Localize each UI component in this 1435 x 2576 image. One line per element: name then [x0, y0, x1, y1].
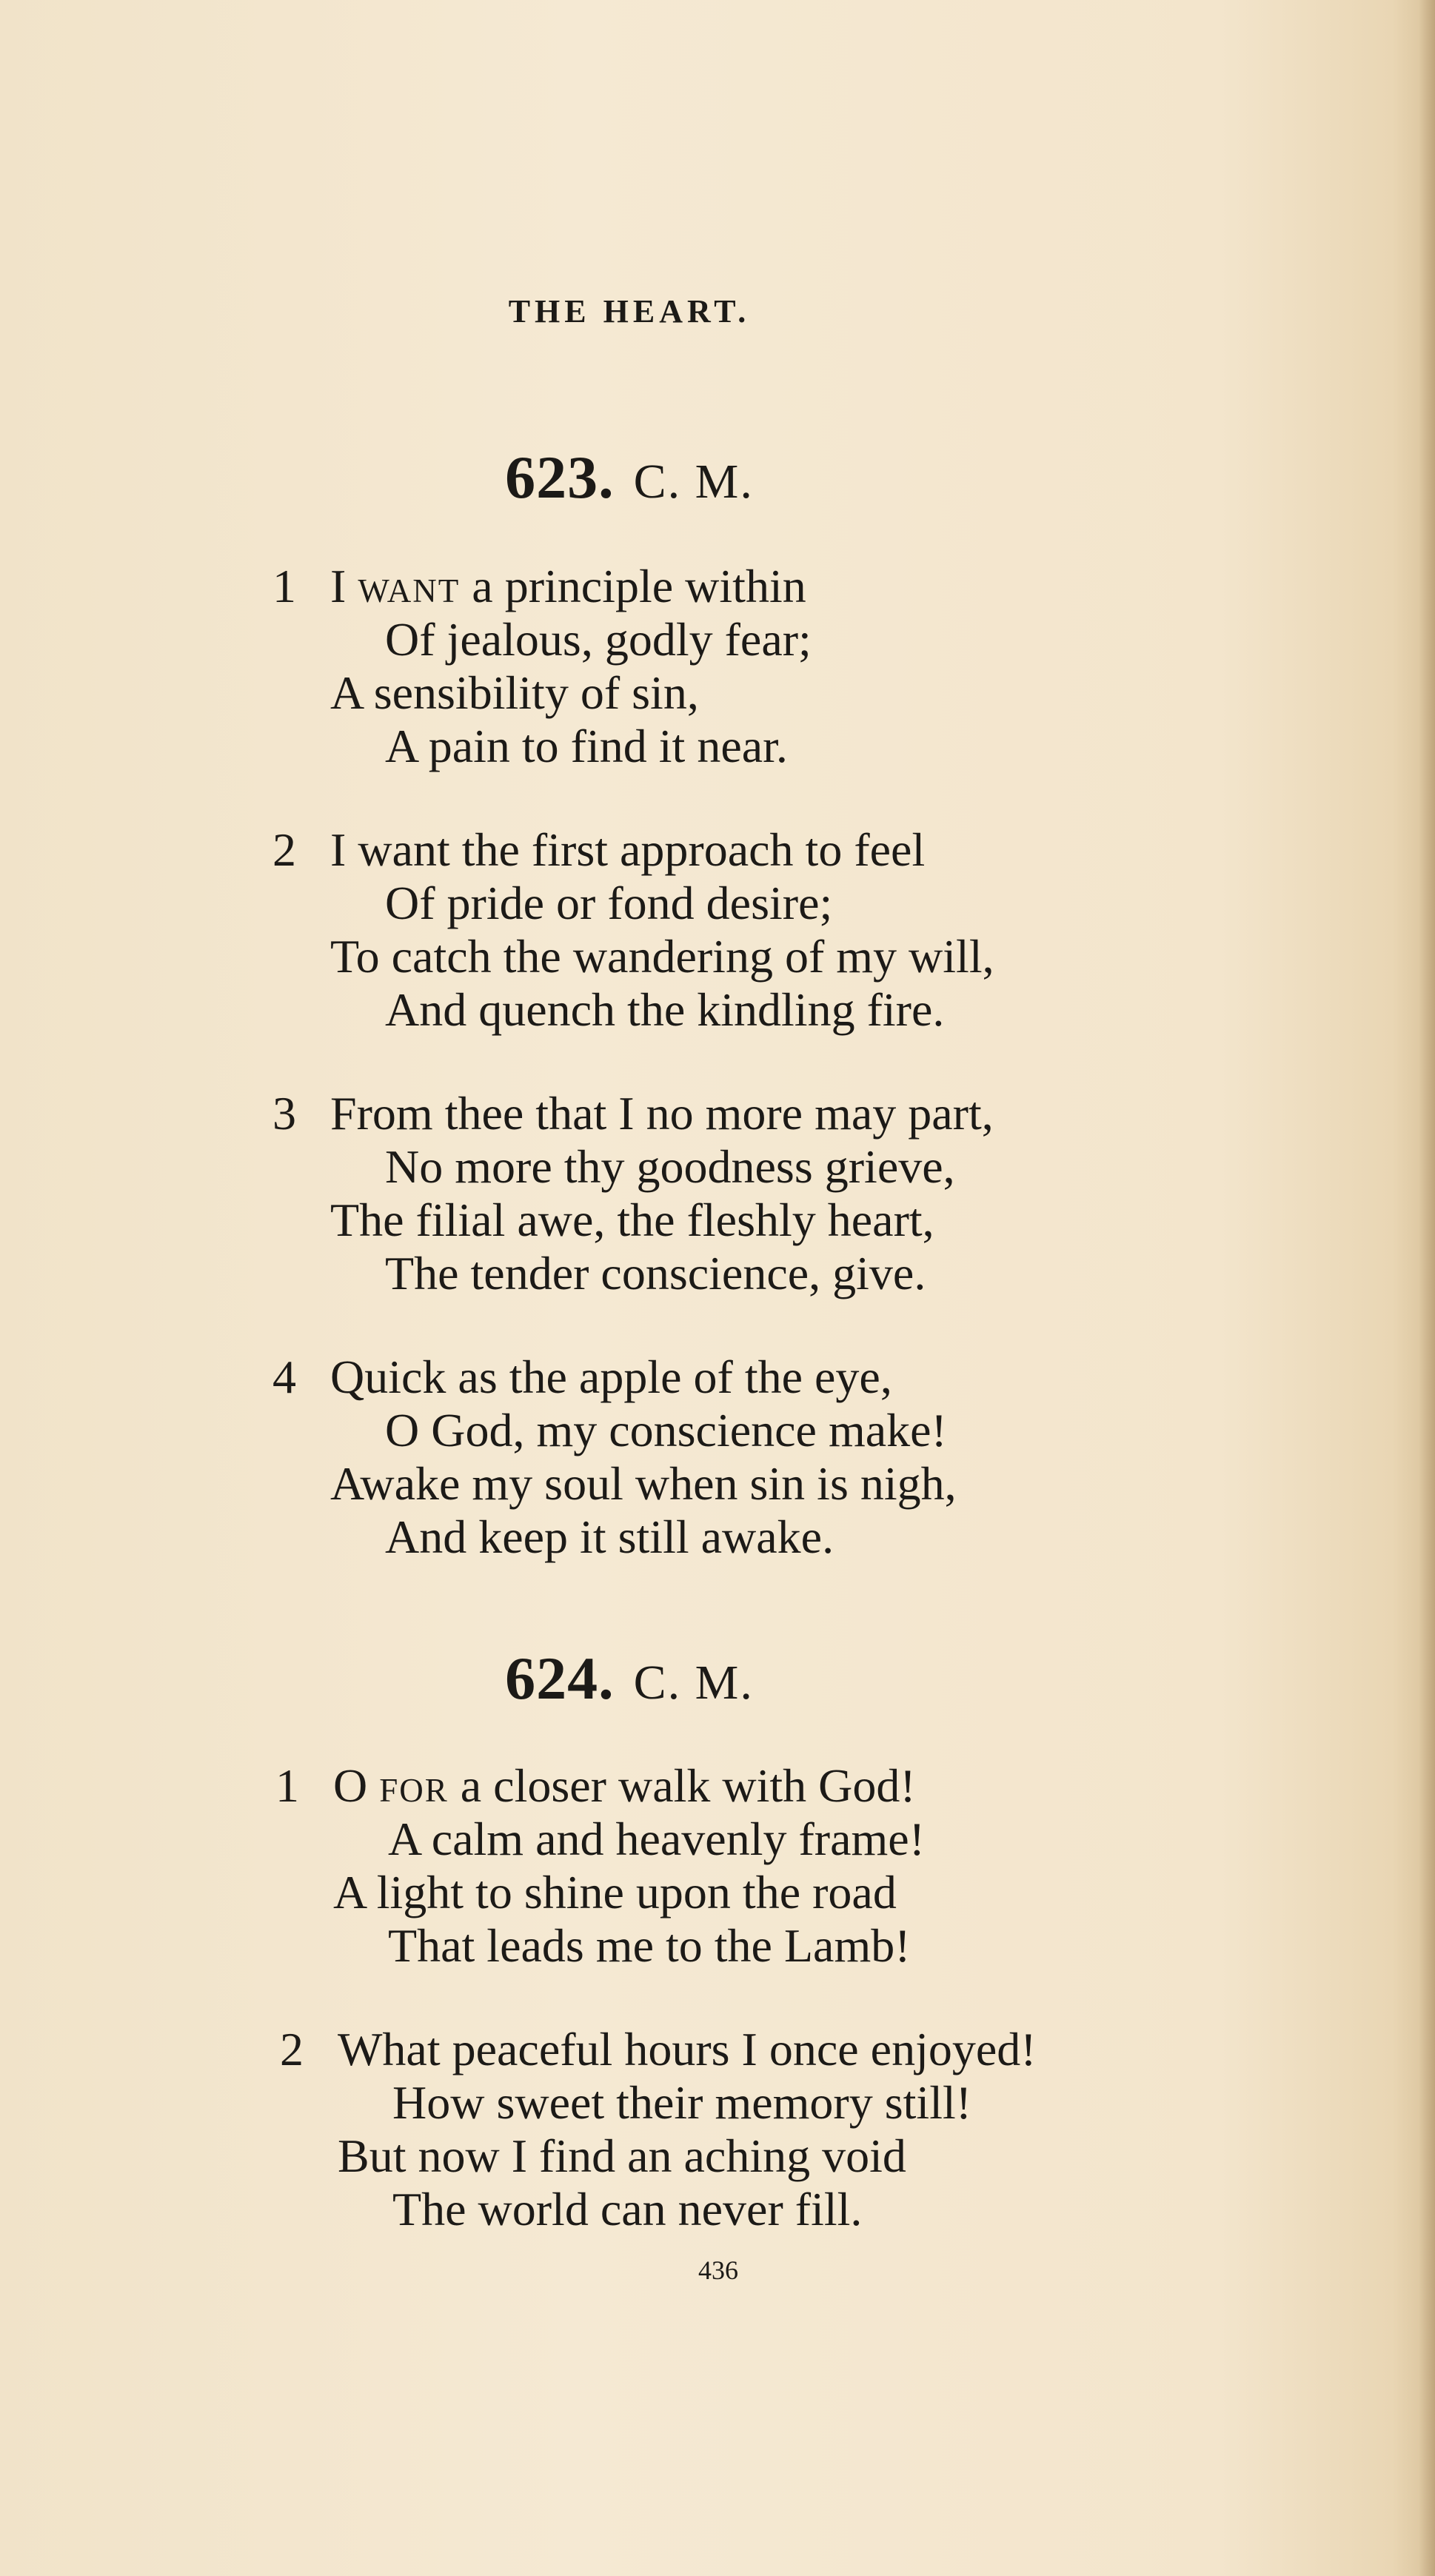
- hymn-line: [333, 1759, 916, 1813]
- hymn-number: 624.: [505, 1645, 615, 1712]
- hymn-line: To catch the wandering of my will,: [330, 930, 994, 983]
- hymn-line: The world can never fill.: [392, 2183, 863, 2235]
- line-smallcaps: want: [358, 560, 461, 612]
- page-number: 436: [698, 2255, 738, 2285]
- hymn-line: Of jealous, godly fear;: [385, 613, 812, 666]
- verse-number: 1: [275, 1759, 299, 1812]
- hymn-line: I want the first approach to feel: [330, 823, 926, 876]
- hymn-line: From thee that I no more may part,: [330, 1087, 994, 1140]
- hymn-line: Of pride or fond desire;: [385, 877, 833, 929]
- hymn-line: That leads me to the Lamb!: [388, 1919, 911, 1972]
- hymn-line: The tender conscience, give.: [385, 1247, 926, 1299]
- verse-number: 2: [280, 2023, 304, 2075]
- hymn-line: And quench the kindling fire.: [385, 983, 945, 1036]
- hymn-line: A calm and heavenly frame!: [388, 1813, 925, 1865]
- line-rest: a closer walk with God!: [448, 1759, 916, 1812]
- hymn-line: A light to shine upon the road: [333, 1866, 897, 1918]
- page-edge-shadow: [1419, 0, 1435, 2576]
- hymn-623-heading: [0, 443, 1259, 512]
- verse-number: 4: [272, 1351, 296, 1403]
- line-lead: O: [333, 1759, 368, 1812]
- line-rest: a principle within: [460, 560, 806, 612]
- hymn-line: But now I find an aching void: [338, 2130, 906, 2182]
- verse-number: 1: [272, 560, 296, 612]
- hymn-line: No more thy goodness grieve,: [385, 1140, 955, 1193]
- hymn-meter: C. M.: [633, 1656, 754, 1710]
- hymn-line: O God, my conscience make!: [385, 1404, 947, 1456]
- hymn-line: The filial awe, the fleshly heart,: [330, 1194, 934, 1246]
- hymn-line: And keep it still awake.: [385, 1511, 834, 1563]
- hymn-line: [330, 560, 806, 613]
- verse-number: 2: [272, 823, 296, 876]
- hymn-line: Awake my soul when sin is nigh,: [330, 1457, 957, 1510]
- line-lead: I: [330, 560, 347, 612]
- hymn-line: A pain to find it near.: [385, 720, 788, 772]
- running-head: THE HEART.: [508, 293, 751, 329]
- verse-number: 3: [272, 1087, 296, 1140]
- hymn-line: A sensibility of sin,: [330, 666, 699, 719]
- hymn-meter: C. M.: [633, 455, 754, 509]
- hymn-line: Quick as the apple of the eye,: [330, 1351, 892, 1403]
- hymn-624-heading: [0, 1644, 1259, 1713]
- line-smallcaps: for: [379, 1759, 449, 1812]
- hymn-line: How sweet their memory still!: [392, 2076, 972, 2129]
- hymn-number: 623.: [505, 444, 615, 511]
- hymn-line: What peaceful hours I once enjoyed!: [338, 2023, 1037, 2075]
